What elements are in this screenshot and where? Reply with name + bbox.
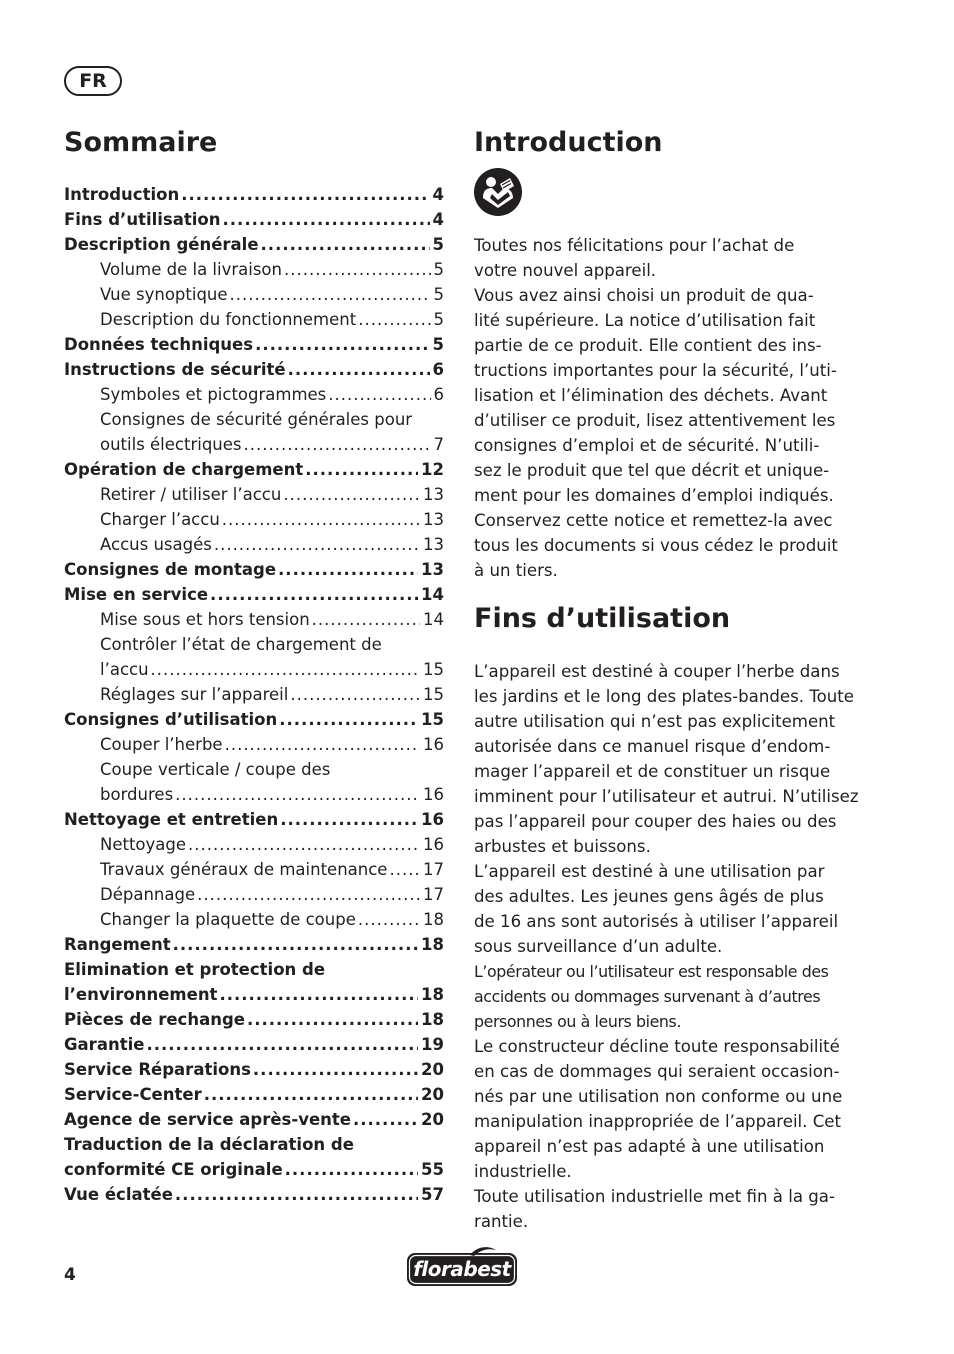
toc-entry-label: Service-Center [64, 1085, 202, 1104]
toc-leader-dots [175, 1182, 418, 1207]
toc-entry-page: 13 [423, 535, 444, 554]
toc-entry [64, 707, 444, 732]
toc-entry [64, 682, 444, 707]
toc-leader-dots [225, 732, 420, 757]
toc-entry-label: Introduction [64, 185, 180, 204]
toc-entry [64, 357, 444, 382]
toc-entry-page: 18 [421, 985, 444, 1004]
toc-entry [64, 1157, 444, 1182]
paragraph-line: lisation et l’élimination des déchets. Avant [474, 386, 828, 405]
toc-leader-dots [278, 557, 418, 582]
toc-entry-label: Couper l’herbe [100, 735, 223, 754]
toc-leader-dots [290, 682, 420, 707]
paragraph-line: appareil n’est pas adapté à une utilisation [474, 1137, 825, 1156]
paragraph-line: nés par une utilisation non conforme ou une [474, 1087, 843, 1106]
toc-entry-page: 5 [433, 310, 444, 329]
toc-entry-page: 16 [421, 810, 444, 829]
toc-entry [64, 882, 444, 907]
toc-entry-label: Agence de service après-vente [64, 1110, 351, 1129]
toc-entry-label: bordures [100, 785, 174, 804]
toc-entry-label: Mise sous et hors tension [100, 610, 310, 629]
brand-name: florabest [413, 1257, 511, 1281]
paragraph-line: imminent pour l’utilisateur et autrui. N’utilisez [474, 787, 859, 806]
fins-utilisation-title: Fins d’utilisation [474, 603, 731, 634]
read-manual-icon [474, 168, 522, 216]
paragraph-line: partie de ce produit. Elle contient des ins- [474, 336, 822, 355]
toc-entry-label: Charger l’accu [100, 510, 220, 529]
toc-entry-label: Changer la plaquette de coupe [100, 910, 356, 929]
toc-entry [64, 482, 444, 507]
toc-leader-dots [285, 1157, 418, 1182]
fins-utilisation-text [474, 659, 858, 1234]
toc-entry [64, 1107, 444, 1132]
toc-entry-label: l’accu [100, 660, 149, 679]
toc-entry [64, 507, 444, 532]
toc-leader-dots [358, 307, 430, 332]
toc-leader-dots [280, 807, 418, 832]
paragraph-line: sous surveillance d’un adulte. [474, 937, 723, 956]
toc-leader-dots [210, 582, 418, 607]
toc-entry-page: 15 [421, 710, 444, 729]
toc-entry [64, 982, 444, 1007]
toc-entry-page: 14 [421, 585, 444, 604]
toc-entry [64, 582, 444, 607]
toc-entry-page: 5 [432, 335, 444, 354]
toc-entry-label: Pièces de rechange [64, 1010, 245, 1029]
toc-leader-dots [255, 332, 429, 357]
toc-leader-dots [173, 932, 418, 957]
toc-entry-label: Consignes d’utilisation [64, 710, 278, 729]
toc-entry-page: 5 [433, 260, 444, 279]
paragraph-line: de 16 ans sont autorisés à utiliser l’appareil [474, 912, 839, 931]
toc-entry-label: l’environnement [64, 985, 218, 1004]
toc-entry-label: Retirer / utiliser l’accu [100, 485, 282, 504]
toc-leader-dots [305, 457, 418, 482]
toc-entry-page: 4 [432, 210, 444, 229]
paragraph-line: manipulation inappropriée de l’appareil. Cet [474, 1112, 842, 1131]
paragraph-line: L’appareil est destiné à une utilisation par [474, 862, 825, 881]
toc-entry-label: Nettoyage [100, 835, 187, 854]
toc-entry-page: 13 [421, 560, 444, 579]
toc-entry [64, 607, 444, 632]
paragraph-line: mager l’appareil et de constituer un risque [474, 762, 831, 781]
toc-entry [64, 182, 444, 207]
toc-entry-label: Garantie [64, 1035, 145, 1054]
paragraph-line: autre utilisation qui n’est pas explicitement [474, 712, 836, 731]
toc-entry-page: 4 [432, 185, 444, 204]
toc-entry [64, 1082, 444, 1107]
toc-leader-dots [223, 207, 430, 232]
toc-entry [64, 207, 444, 232]
toc-entry-label: Travaux généraux de maintenance [100, 860, 388, 879]
toc-entry-label: Elimination et protection de [64, 960, 326, 979]
toc-entry-label: Instructions de sécurité [64, 360, 286, 379]
toc-entry [64, 1132, 444, 1157]
toc-entry [64, 432, 444, 457]
toc-entry [64, 282, 444, 307]
toc-entry-label: Description générale [64, 235, 259, 254]
toc-entry-page: 20 [421, 1110, 444, 1129]
introduction-title: Introduction [474, 127, 663, 158]
toc-entry [64, 907, 444, 932]
toc-entry [64, 782, 444, 807]
toc-leader-dots [151, 657, 420, 682]
toc-entry-label: Vue éclatée [64, 1185, 173, 1204]
paragraph-line: ment pour les domaines d’emploi indiqués. [474, 486, 834, 505]
paragraph-line: arbustes et buissons. [474, 837, 651, 856]
toc-entry-label: Vue synoptique [100, 285, 228, 304]
toc-entry-page: 15 [423, 660, 444, 679]
toc-leader-dots [204, 1082, 418, 1107]
toc-entry [64, 457, 444, 482]
toc-entry [64, 332, 444, 357]
toc-entry [64, 757, 444, 782]
toc-entry [64, 932, 444, 957]
toc-entry-label: Consignes de sécurité générales pour [100, 410, 413, 429]
toc-entry-page: 13 [423, 510, 444, 529]
toc-entry-page: 16 [423, 735, 444, 754]
toc-entry-label: Nettoyage et entretien [64, 810, 279, 829]
toc-entry-page: 16 [423, 785, 444, 804]
language-code: FR [79, 70, 107, 92]
toc-entry-label: Description du fonctionnement [100, 310, 357, 329]
toc-entry [64, 857, 444, 882]
toc-entry-label: Traduction de la déclaration de [64, 1135, 354, 1154]
paragraph-line: en cas de dommages qui seraient occasion- [474, 1062, 840, 1081]
toc-entry-label: Dépannage [100, 885, 196, 904]
toc-title: Sommaire [64, 127, 218, 158]
toc-leader-dots [188, 832, 420, 857]
paragraph-line: Toute utilisation industrielle met fin à la ga- [474, 1187, 835, 1206]
toc-entry [64, 1007, 444, 1032]
toc-entry-page: 15 [423, 685, 444, 704]
toc-entry [64, 957, 444, 982]
paragraph-line: les jardins et le long des plates-bandes. Toute [474, 687, 854, 706]
toc-entry-label: Consignes de montage [64, 560, 277, 579]
toc-leader-dots [230, 282, 431, 307]
toc-entry [64, 1032, 444, 1057]
toc-entry [64, 557, 444, 582]
toc-entry-page: 57 [421, 1185, 444, 1204]
toc-entry-page: 20 [421, 1060, 444, 1079]
toc-entry-page: 18 [421, 935, 444, 954]
toc-entry [64, 807, 444, 832]
toc-leader-dots [261, 232, 430, 257]
toc-entry-page: 16 [423, 835, 444, 854]
toc-entry [64, 257, 444, 282]
toc-leader-dots [244, 432, 431, 457]
paragraph-line: tructions importantes pour la sécurité, l’uti- [474, 361, 837, 380]
toc-entry [64, 232, 444, 257]
toc-leader-dots [328, 382, 430, 407]
paragraph-line: votre nouvel appareil. [474, 261, 657, 280]
paragraph-line: d’utiliser ce produit, lisez attentivement les [474, 411, 836, 430]
paragraph-line: personnes ou à leurs biens. [474, 1012, 681, 1031]
toc-leader-dots [247, 1007, 418, 1032]
toc-leader-dots [219, 982, 418, 1007]
toc-entry-page: 17 [423, 885, 444, 904]
toc-entry [64, 1182, 444, 1207]
toc-entry-page: 7 [433, 435, 444, 454]
toc-leader-dots [312, 607, 420, 632]
toc-leader-dots [389, 857, 420, 882]
toc-entry [64, 632, 444, 657]
paragraph-line: tous les documents si vous cédez le produit [474, 536, 838, 555]
toc-leader-dots [222, 507, 420, 532]
toc-leader-dots [284, 257, 431, 282]
toc-entry-page: 12 [421, 460, 444, 479]
toc-leader-dots [146, 1032, 418, 1057]
paragraph-line: à un tiers. [474, 561, 558, 580]
toc-leader-dots [253, 1057, 418, 1082]
paragraph-line: sez le produit que tel que décrit et unique- [474, 461, 830, 480]
toc-leader-dots [283, 482, 420, 507]
paragraph-line: lité supérieure. La notice d’utilisation fait [474, 311, 816, 330]
paragraph-line: autorisée dans ce manuel risque d’endom- [474, 737, 831, 756]
toc-leader-dots [214, 532, 420, 557]
toc-entry [64, 382, 444, 407]
toc-entry-page: 14 [423, 610, 444, 629]
paragraph-line: L’appareil est destiné à couper l’herbe dans [474, 662, 840, 681]
toc-entry-label: Service Réparations [64, 1060, 251, 1079]
toc-entry-page: 18 [423, 910, 444, 929]
toc-entry-label: Opération de chargement [64, 460, 304, 479]
paragraph-line: accidents ou dommages survenant à d’autres [474, 987, 821, 1006]
toc-entry-page: 19 [421, 1035, 444, 1054]
toc-entry-page: 20 [421, 1085, 444, 1104]
introduction-text [474, 233, 858, 583]
toc-entry-label: Symboles et pictogrammes [100, 385, 327, 404]
toc-entry-label: Fins d’utilisation [64, 210, 221, 229]
toc-entry-page: 18 [421, 1010, 444, 1029]
toc-entry-label: Mise en service [64, 585, 209, 604]
toc-leader-dots [181, 182, 429, 207]
toc-entry-label: outils électriques [100, 435, 242, 454]
toc-entry [64, 832, 444, 857]
toc-entry [64, 1057, 444, 1082]
toc-entry [64, 532, 444, 557]
toc-entry-page: 6 [432, 360, 444, 379]
paragraph-line: des adultes. Les jeunes gens âgés de plus [474, 887, 824, 906]
language-badge [64, 66, 122, 96]
paragraph-line: rantie. [474, 1212, 529, 1231]
toc-entry-label: Rangement [64, 935, 171, 954]
toc-entry [64, 732, 444, 757]
toc-entry-label: Accus usagés [100, 535, 212, 554]
paragraph-line: pas l’appareil pour couper des haies ou des [474, 812, 837, 831]
paragraph-line: industrielle. [474, 1162, 572, 1181]
toc-entry-page: 55 [421, 1160, 444, 1179]
toc-entry-page: 13 [423, 485, 444, 504]
toc-entry [64, 407, 444, 432]
toc-entry-label: conformité CE originale [64, 1160, 283, 1179]
toc-leader-dots [358, 907, 420, 932]
paragraph-line: Le constructeur décline toute responsabilité [474, 1037, 840, 1056]
toc-entry-label: Réglages sur l’appareil [100, 685, 289, 704]
toc-entry-page: 6 [433, 385, 444, 404]
toc-entry-page: 5 [432, 235, 444, 254]
paragraph-line: consignes d’emploi et de sécurité. N’utili- [474, 436, 820, 455]
toc-entry [64, 657, 444, 682]
paragraph-line: Conservez cette notice et remettez-la avec [474, 511, 833, 530]
toc-leader-dots [197, 882, 420, 907]
toc-leader-dots [353, 1107, 418, 1132]
toc-entry-page: 5 [433, 285, 444, 304]
toc-leader-dots [279, 707, 418, 732]
toc-leader-dots [288, 357, 430, 382]
paragraph-line: Toutes nos félicitations pour l’achat de [474, 236, 795, 255]
toc-entry-page: 17 [423, 860, 444, 879]
paragraph-line: L’opérateur ou l’utilisateur est responsable des [474, 962, 829, 981]
page-number: 4 [64, 1265, 76, 1285]
toc-entry-label: Coupe verticale / coupe des [100, 760, 331, 779]
toc-entry-label: Données techniques [64, 335, 254, 354]
toc-entry-label: Volume de la livraison [100, 260, 282, 279]
paragraph-line: Vous avez ainsi choisi un produit de qua- [474, 286, 814, 305]
toc-entry-label: Contrôler l’état de chargement de [100, 635, 382, 654]
toc-entry [64, 307, 444, 332]
toc-leader-dots [175, 782, 420, 807]
table-of-contents [64, 182, 444, 1207]
